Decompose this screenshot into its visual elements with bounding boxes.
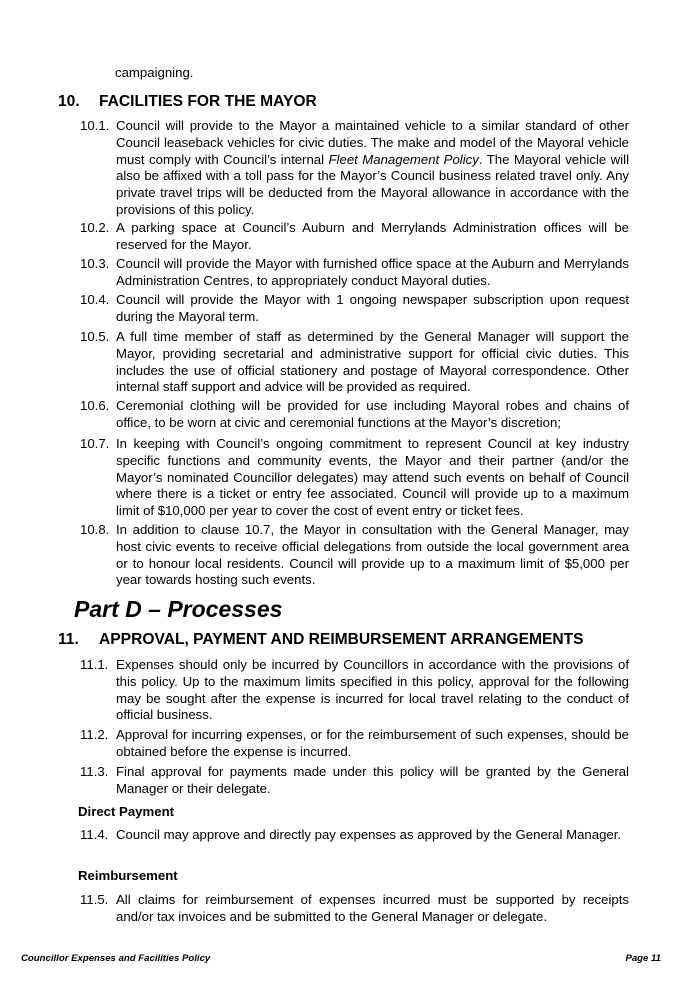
clause-number: 10.5. bbox=[80, 329, 110, 344]
clause-number: 10.6. bbox=[80, 398, 110, 413]
section-number: 11. bbox=[58, 631, 79, 648]
continuation-text: campaigning. bbox=[115, 65, 194, 80]
clause-number: 11.2. bbox=[80, 727, 109, 742]
clause-text: In keeping with Council’s ongoing commitment to represent Council at key industry specific functions and community events, the Mayor and their partner (and/or the Mayor’s nominated Councillor delegates) may attend such events on behalf of Council where there is a ticket or entry fee associated. Council will provide up to a maximum limit of $10,000 per year to cover the cost of event entry or ticket fees. bbox=[116, 436, 629, 519]
clause-number: 10.2. bbox=[80, 220, 110, 235]
footer-page-number: Page 11 bbox=[625, 953, 661, 964]
clause-number: 10.3. bbox=[80, 256, 110, 271]
clause-text-part: . The Mayoral vehicle will also be affixed with a toll pass for the Mayor’s Council business related travel only. Any private travel trips will be deducted from the Mayoral allowance in accordance with the provisions of this policy. bbox=[116, 151, 629, 217]
part-heading: Part D – Processes bbox=[74, 596, 283, 622]
clause-number: 10.1. bbox=[80, 118, 110, 133]
clause-text: Approval for incurring expenses, or for the reimbursement of such expenses, should be obtained before the expense is incurred. bbox=[116, 727, 629, 759]
clause-text: Final approval for payments made under this policy will be granted by the General Manager or their delegate. bbox=[116, 764, 629, 796]
clause-10-2 bbox=[80, 220, 629, 254]
clause-11-2 bbox=[80, 727, 629, 761]
clause-number: 11.1. bbox=[80, 657, 109, 672]
clause-10-4 bbox=[80, 292, 629, 326]
clause-number: 11.4. bbox=[80, 827, 109, 842]
clause-10-6 bbox=[80, 398, 629, 432]
section-11-heading bbox=[58, 630, 658, 650]
clause-text: Council will provide the Mayor with furnished office space at the Auburn and Merrylands Administration Centres, to appropriately conduct Mayoral duties. bbox=[116, 256, 629, 288]
clause-text: Ceremonial clothing will be provided for use including Mayoral robes and chains of office, to be worn at civic and ceremonial functions at the Mayor’s discretion; bbox=[116, 398, 629, 430]
policy-reference: Fleet Management Policy bbox=[328, 151, 479, 167]
clause-10-8 bbox=[80, 522, 629, 589]
clause-number: 11.3. bbox=[80, 764, 109, 779]
clause-11-1 bbox=[80, 657, 629, 724]
clause-10-5 bbox=[80, 329, 629, 396]
clause-number: 11.5. bbox=[80, 892, 109, 907]
clause-11-5 bbox=[80, 892, 629, 926]
clause-text: All claims for reimbursement of expenses incurred must be supported by receipts and/or tax invoices and be submitted to the General Manager or delegate. bbox=[116, 892, 629, 924]
section-title: APPROVAL, PAYMENT AND REIMBURSEMENT ARRANGEMENTS bbox=[99, 631, 584, 648]
section-10-heading bbox=[58, 92, 658, 112]
subheading-direct-payment: Direct Payment bbox=[78, 804, 175, 819]
footer-document-title: Councillor Expenses and Facilities Policy bbox=[21, 953, 211, 964]
clause-11-4 bbox=[80, 827, 629, 844]
clause-number: 10.8. bbox=[80, 522, 110, 537]
clause-text: Expenses should only be incurred by Councillors in accordance with the provisions of this policy. Up to the maximum limits specified in this policy, approval for the following may be sought after the expense is incurred for local travel relating to the conduct of official business. bbox=[116, 657, 629, 723]
clause-number: 10.7. bbox=[80, 436, 110, 451]
subheading-reimbursement: Reimbursement bbox=[78, 868, 178, 883]
clause-10-3 bbox=[80, 256, 629, 290]
clause-text: A parking space at Council’s Auburn and Merrylands Administration offices will be reserved for the Mayor. bbox=[116, 220, 629, 252]
clause-text-part: Council will provide to the Mayor a maintained vehicle to a similar standard of other Council leaseback vehicles for civic duties. The make and model of the Mayoral vehicle must comply with Council’s internal bbox=[116, 118, 629, 167]
clause-text bbox=[116, 118, 629, 219]
clause-number: 10.4. bbox=[80, 292, 110, 307]
clause-text: Council may approve and directly pay expenses as approved by the General Manager. bbox=[116, 827, 622, 842]
clause-10-1 bbox=[80, 118, 629, 219]
section-number: 10. bbox=[58, 93, 80, 110]
section-title: FACILITIES FOR THE MAYOR bbox=[99, 93, 317, 110]
clause-text: Council will provide the Mayor with 1 ongoing newspaper subscription upon request during the Mayoral term. bbox=[116, 292, 629, 324]
clause-text: In addition to clause 10.7, the Mayor in consultation with the General Manager, may host civic events to receive official delegations from outside the local government area or to honour local residents. Council will provide up to a maximum limit of $5,000 per year towards hosting such events. bbox=[116, 522, 629, 588]
clause-10-7 bbox=[80, 436, 629, 520]
clause-11-3 bbox=[80, 764, 629, 798]
clause-text: A full time member of staff as determined by the General Manager will support the Mayor, providing secretarial and administrative support for official civic duties. This includes the use of official stationery and postage of Mayoral correspondence. Other internal staff support and advice will be provided as required. bbox=[116, 329, 629, 395]
